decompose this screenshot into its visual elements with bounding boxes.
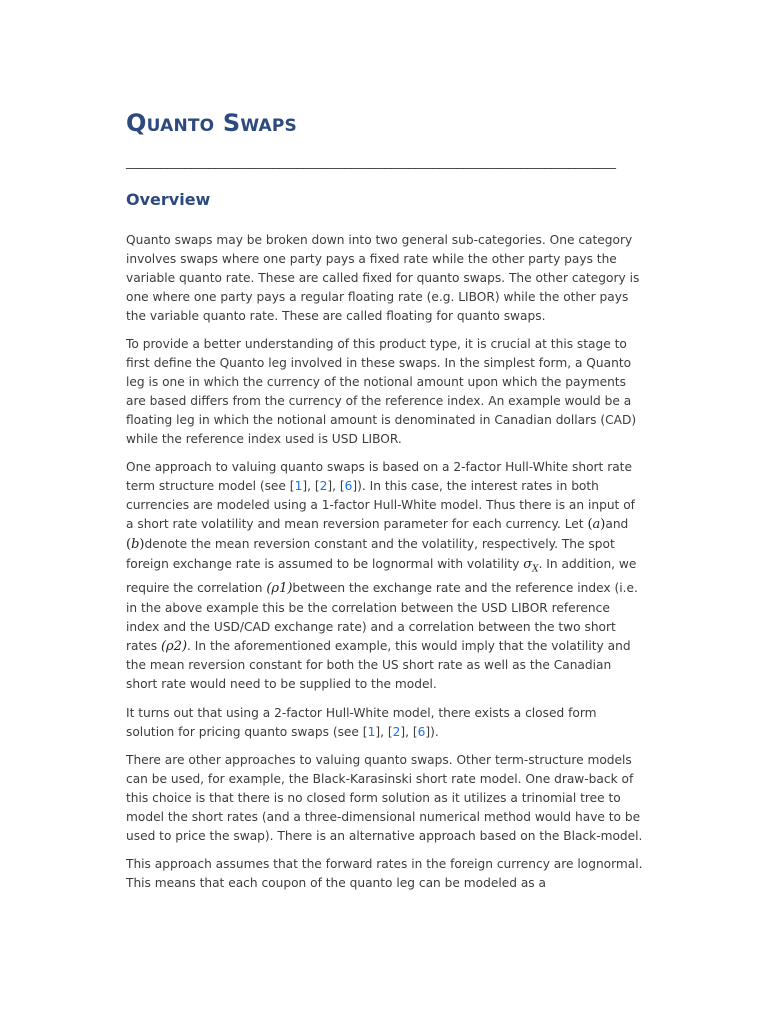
text-run: denote the mean reversion constant and the volatility, respectively. The spot foreign exchange rate is assumed to be lognormal with volatility (126, 536, 615, 571)
page-title: Quanto Swaps (126, 109, 298, 137)
paragraph-5: There are other approaches to valuing quanto swaps. Other term-structure models can be used, for example, the Black-Karasinski short rate model. One draw-back of this choice is that there is no closed form solution as it utilizes a trinomial tree to model the short rates (and a three-dimensional numerical method would have to be used to price the swap). There is an alternative approach based on the Black-model. (126, 753, 643, 843)
text-run: ], [ (375, 724, 393, 739)
text-run: ]). In this case, the interest rates in both currencies are modeled using a 1-factor Hull-White model. Thus there is an input of a short rate volatility and mean reversion parameter for each currency. Let (126, 478, 635, 531)
text-run: ]). (425, 724, 439, 739)
paragraph-1: Quanto swaps may be broken down into two general sub-categories. One category involves swaps where one party pays a fixed rate while the other party pays the variable quanto rate. These are called fixed for quanto swaps. The other category is one where one party pays a regular floating rate (e.g. LIBOR) while the other pays the variable quanto rate. These are called floating for quanto swaps. (126, 233, 640, 323)
math-paren: ) (600, 516, 606, 532)
text-run: ], [ (327, 478, 345, 493)
paragraph-2: To provide a better understanding of this product type, it is crucial at this stage to first define the Quanto leg involved in these swaps. In the simplest form, a Quanto leg is one in which the currency of the notional amount upon which the payments are based differs from the currency of the reference index. An example would be a floating leg in which the notional amount is denominated in Canadian dollars (CAD) while the reference index used is USD LIBOR. (126, 337, 637, 446)
text-run: . In the aforementioned example, this would imply that the volatility and the mean reversion constant for both the US short rate as well as the Canadian short rate would need to be supplied to the model. (126, 638, 631, 692)
paragraph-4 (126, 704, 644, 742)
paragraph-3 (126, 458, 644, 694)
math-sigma-subscript: X (532, 563, 539, 574)
math-b: b (131, 536, 140, 552)
text-run: ], [ (400, 724, 418, 739)
paragraph-6: This approach assumes that the forward rates in the foreign currency are lognormal. This means that each coupon of the quanto leg can be modeled as a (126, 857, 643, 891)
text-run: It turns out that using a 2-factor Hull-White model, there exists a closed form solution for pricing quanto swaps (see [ (126, 705, 597, 739)
math-a: a (592, 516, 601, 532)
text-run: One approach to valuing quanto swaps is based on a 2-factor Hull-White short rate term structure model (see [ (126, 459, 632, 493)
math-paren: ) (139, 536, 145, 552)
citation-link-1[interactable]: 1 (294, 478, 303, 493)
text-run: between the exchange rate and the reference index (i.e. in the above example this be the correlation between the USD LIBOR reference index and the USD/CAD exchange rate) and a correlation between the two short rates (126, 580, 638, 653)
math-paren: ( (587, 516, 593, 532)
citation-link-2[interactable]: 2 (392, 724, 401, 739)
math-paren: ( (126, 536, 132, 552)
math-rho2: (ρ2) (160, 638, 188, 654)
math-rho1: (ρ1) (266, 580, 293, 596)
text-run: ], [ (302, 478, 320, 493)
title-rule: ___________________________________________________________________________________ (126, 154, 616, 169)
article-body (126, 106, 644, 893)
section-heading-overview: Overview (126, 190, 211, 209)
text-run: and (605, 516, 629, 531)
citation-link-1[interactable]: 1 (367, 724, 376, 739)
citation-link-6[interactable]: 6 (344, 478, 353, 493)
citation-link-6[interactable]: 6 (417, 724, 426, 739)
text-run: . In addition, we require the correlation (126, 556, 637, 595)
citation-link-2[interactable]: 2 (319, 478, 328, 493)
math-sigma: σ (523, 556, 533, 572)
